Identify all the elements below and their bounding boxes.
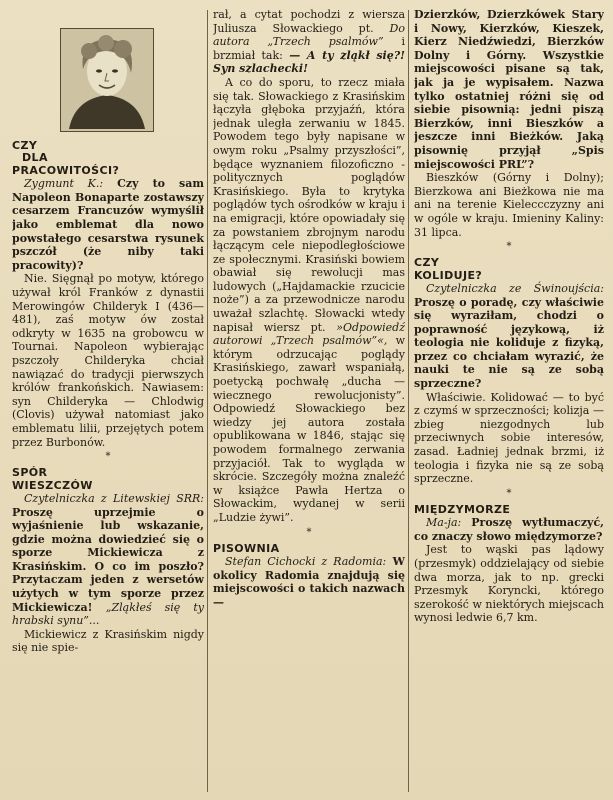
heading-spor-wieszczow: SPÓR WIESZCZÓW xyxy=(12,466,93,492)
separator-asterisk: * xyxy=(105,451,111,463)
answer-2-continued: rał, a cytat pochodzi z wiersza Juliusza Słowackiego pt. Do autora „Trzech psalmów” i brzmiał tak: — A ty zląkł się?! Syn szlachecki! xyxy=(213,8,405,76)
heading-miedzymorze: MIĘDZYMORZE xyxy=(414,502,511,516)
question-4: Czytelniczka ze Świnoujścia: Proszę o poradę, czy właściwie się wyraziłam, chodzi o poprawność językową, iż teologia nie koliduje z fizyką, przez co chciałam wyrazić, że nauki te nie są ze sobą sprzeczne? xyxy=(414,281,604,391)
question-5: Ma-ja: Proszę wytłumaczyć, co znaczy słowo międzymorze? xyxy=(414,516,604,543)
answer-1: Nie. Sięgnął po motyw, którego używał król Franków z dynastii Merowingów Childeryk I (436—481), zaś motyw ów został odkryty w 1635 na grobowcu w Tournai. Napoleon wybierając pszczoły Childeryka chciał nawiązać do tradycji pierwszych królów frankońskich. Nawiasem: syn Childeryka — Chlodwig (Clovis) używał natomiast jako emblematu lilii, przejętych potem przez Burbonów. xyxy=(12,272,204,449)
heading-czy-dla-pracowitosci: CZY DLA PRACOWITOŚCI? xyxy=(12,139,120,177)
separator-asterisk: * xyxy=(306,526,312,538)
column-3 xyxy=(414,8,604,794)
answer-5: Jest to wąski pas lądowy (przesmyk) oddzielający od siebie dwa morza, jak to np. grecki Przesmyk Koryncki, którego szerokość w niektórych miejscach wynosi ledwie 6,7 km. xyxy=(414,543,604,625)
heading-pisownia: PISOWNIA xyxy=(213,541,280,555)
column-rule xyxy=(408,10,409,792)
column-rule xyxy=(207,10,208,792)
separator-asterisk: * xyxy=(506,487,512,499)
question-3: Stefan Cichocki z Radomia: W okolicy Radomia znajdują się miejscowości o takich nazwach — xyxy=(213,554,405,609)
separator-asterisk: * xyxy=(506,241,512,253)
answer-2-start: Mickiewicz z Krasińskim nigdy się nie spie- xyxy=(12,627,204,655)
heading-czy-koliduje: CZY KOLIDUJE? xyxy=(414,256,483,282)
author-portrait xyxy=(60,28,154,132)
column-2 xyxy=(213,8,405,794)
question-1: Zygmunt K.: Czy to sam Napoleon Bonaparte zostawszy cesarzem Francuzów wymyślił jako emblemat dla nowo powstałego cesarstwa rysunek pszczół (że niby taki pracowity)? xyxy=(12,177,204,272)
question-3-continued: Dzierzków, Dzierzkówek Stary i Nowy, Kierzków, Kieszek, Kierz Niedźwiedzi, Bierzków Dolny i Górny. Wszystkie miejscowości pisane są tak, jak ja je wypisałem. Nazwa tylko ostatniej różni się od siebie pisownią: jedni piszą Bierzków, inni Bieszków a jeszcze inni Bieżków. Jaką pisownię przyjął „Spis miejscowości PRL”? xyxy=(414,8,604,171)
column-1 xyxy=(12,8,204,794)
answer-2-body: A co do sporu, to rzecz miała się tak. Słowackiego z Krasińskim łączyła głęboka przyjaźń, która jednak uległa zerwaniu w 1845. Powodem tego były napisane w owym roku „Psalmy przyszłości”, będące wyznaniem filozoficzno - politycznych poglądów Krasińskiego. Była to krytyka poglądów tych ośrodków w kraju i na emigracji, które opowiadały się za powstaniem zbrojnym narodu łączącym cele niepodległościowe ze społecznymi. Krasiński bowiem obawiał się rewolucji mas ludowych („Hajdamackie rzucicie noże”) a za przewodnicze narodu uważał szlachtę. Słowacki wtedy napisał wiersz pt. »Odpowiedź autorowi „Trzech psalmów”«, w którym odrzucając poglądy Krasińskiego, zawarł wspaniałą, poetycką pochwałę „ducha — wiecznego rewolucjonisty”. Odpowiedź Słowackiego bez wiedzy jej autora została opublikowana w 1846, stając się powodem formalnego zerwania przyjaciół. Tak to wygląda w skrócie. Szczegóły można znaleźć w książce Pawła Hertza o Słowackim, wydanej w serii „Ludzie żywi”. xyxy=(213,75,405,524)
answer-3: Bieszków (Górny i Dolny); Bierzkowa ani Bieżkowa nie ma ani na terenie Kieleccczyzny ani w ogóle w kraju. Imieniny Kaliny: 31 lipca. xyxy=(414,171,604,239)
question-2: Czytelniczka z Litewskiej SRR: Proszę uprzejmie o wyjaśnienie lub wskazanie, gdzie można dowiedzieć się o sporze Mickiewicza z Krasińskim. O co im poszło? Przytaczam jeden z wersetów użytych w tym sporze przez Mickiewicza! „Zląkłeś się ty hrabski synu”... xyxy=(12,491,204,628)
answer-4: Właściwie. Kolidować — to być z czymś w sprzeczności; kolizja — zbieg niezgodnych lub przeciwnych sobie interesów, zasad. Ładniej jednak brzmi, iż teologia i fizyka nie są ze sobą sprzeczne. xyxy=(414,390,604,486)
